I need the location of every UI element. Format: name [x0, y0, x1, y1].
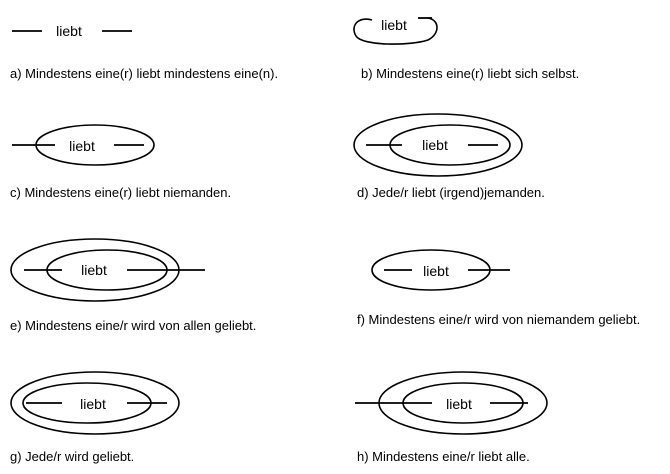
- panel-h-caption: h) Mindestens eine/r liebt alle.: [357, 449, 530, 464]
- panel-g: [10, 372, 179, 464]
- panel-h-word: liebt: [446, 396, 472, 412]
- panel-h: [355, 372, 547, 464]
- panel-c-caption: c) Mindestens eine(r) liebt niemanden.: [10, 185, 232, 200]
- panel-b-word: liebt: [381, 17, 407, 33]
- panel-c-word: liebt: [69, 138, 95, 154]
- panel-f-caption: f) Mindestens eine/r wird von niemandem geliebt.: [357, 312, 641, 327]
- panel-g-word: liebt: [80, 396, 106, 412]
- panel-d: [354, 114, 545, 200]
- panel-g-caption: g) Jede/r wird geliebt.: [10, 449, 135, 464]
- panel-c: [10, 125, 231, 200]
- panel-b-caption: b) Mindestens eine(r) liebt sich selbst.: [361, 66, 580, 81]
- panel-f-word: liebt: [423, 263, 449, 279]
- panel-a-word: liebt: [56, 23, 82, 39]
- panel-b: [354, 17, 579, 81]
- panel-e-caption: e) Mindestens eine/r wird von allen geliebt.: [10, 318, 257, 333]
- panel-e: [10, 239, 256, 333]
- panel-d-word: liebt: [422, 137, 448, 153]
- panel-d-caption: d) Jede/r liebt (irgend)jemanden.: [357, 185, 545, 200]
- panel-a-caption: a) Mindestens eine(r) liebt mindestens eine(n).: [10, 66, 279, 81]
- panel-a: [10, 23, 278, 81]
- panel-e-word: liebt: [81, 262, 107, 278]
- panel-f: [357, 250, 640, 327]
